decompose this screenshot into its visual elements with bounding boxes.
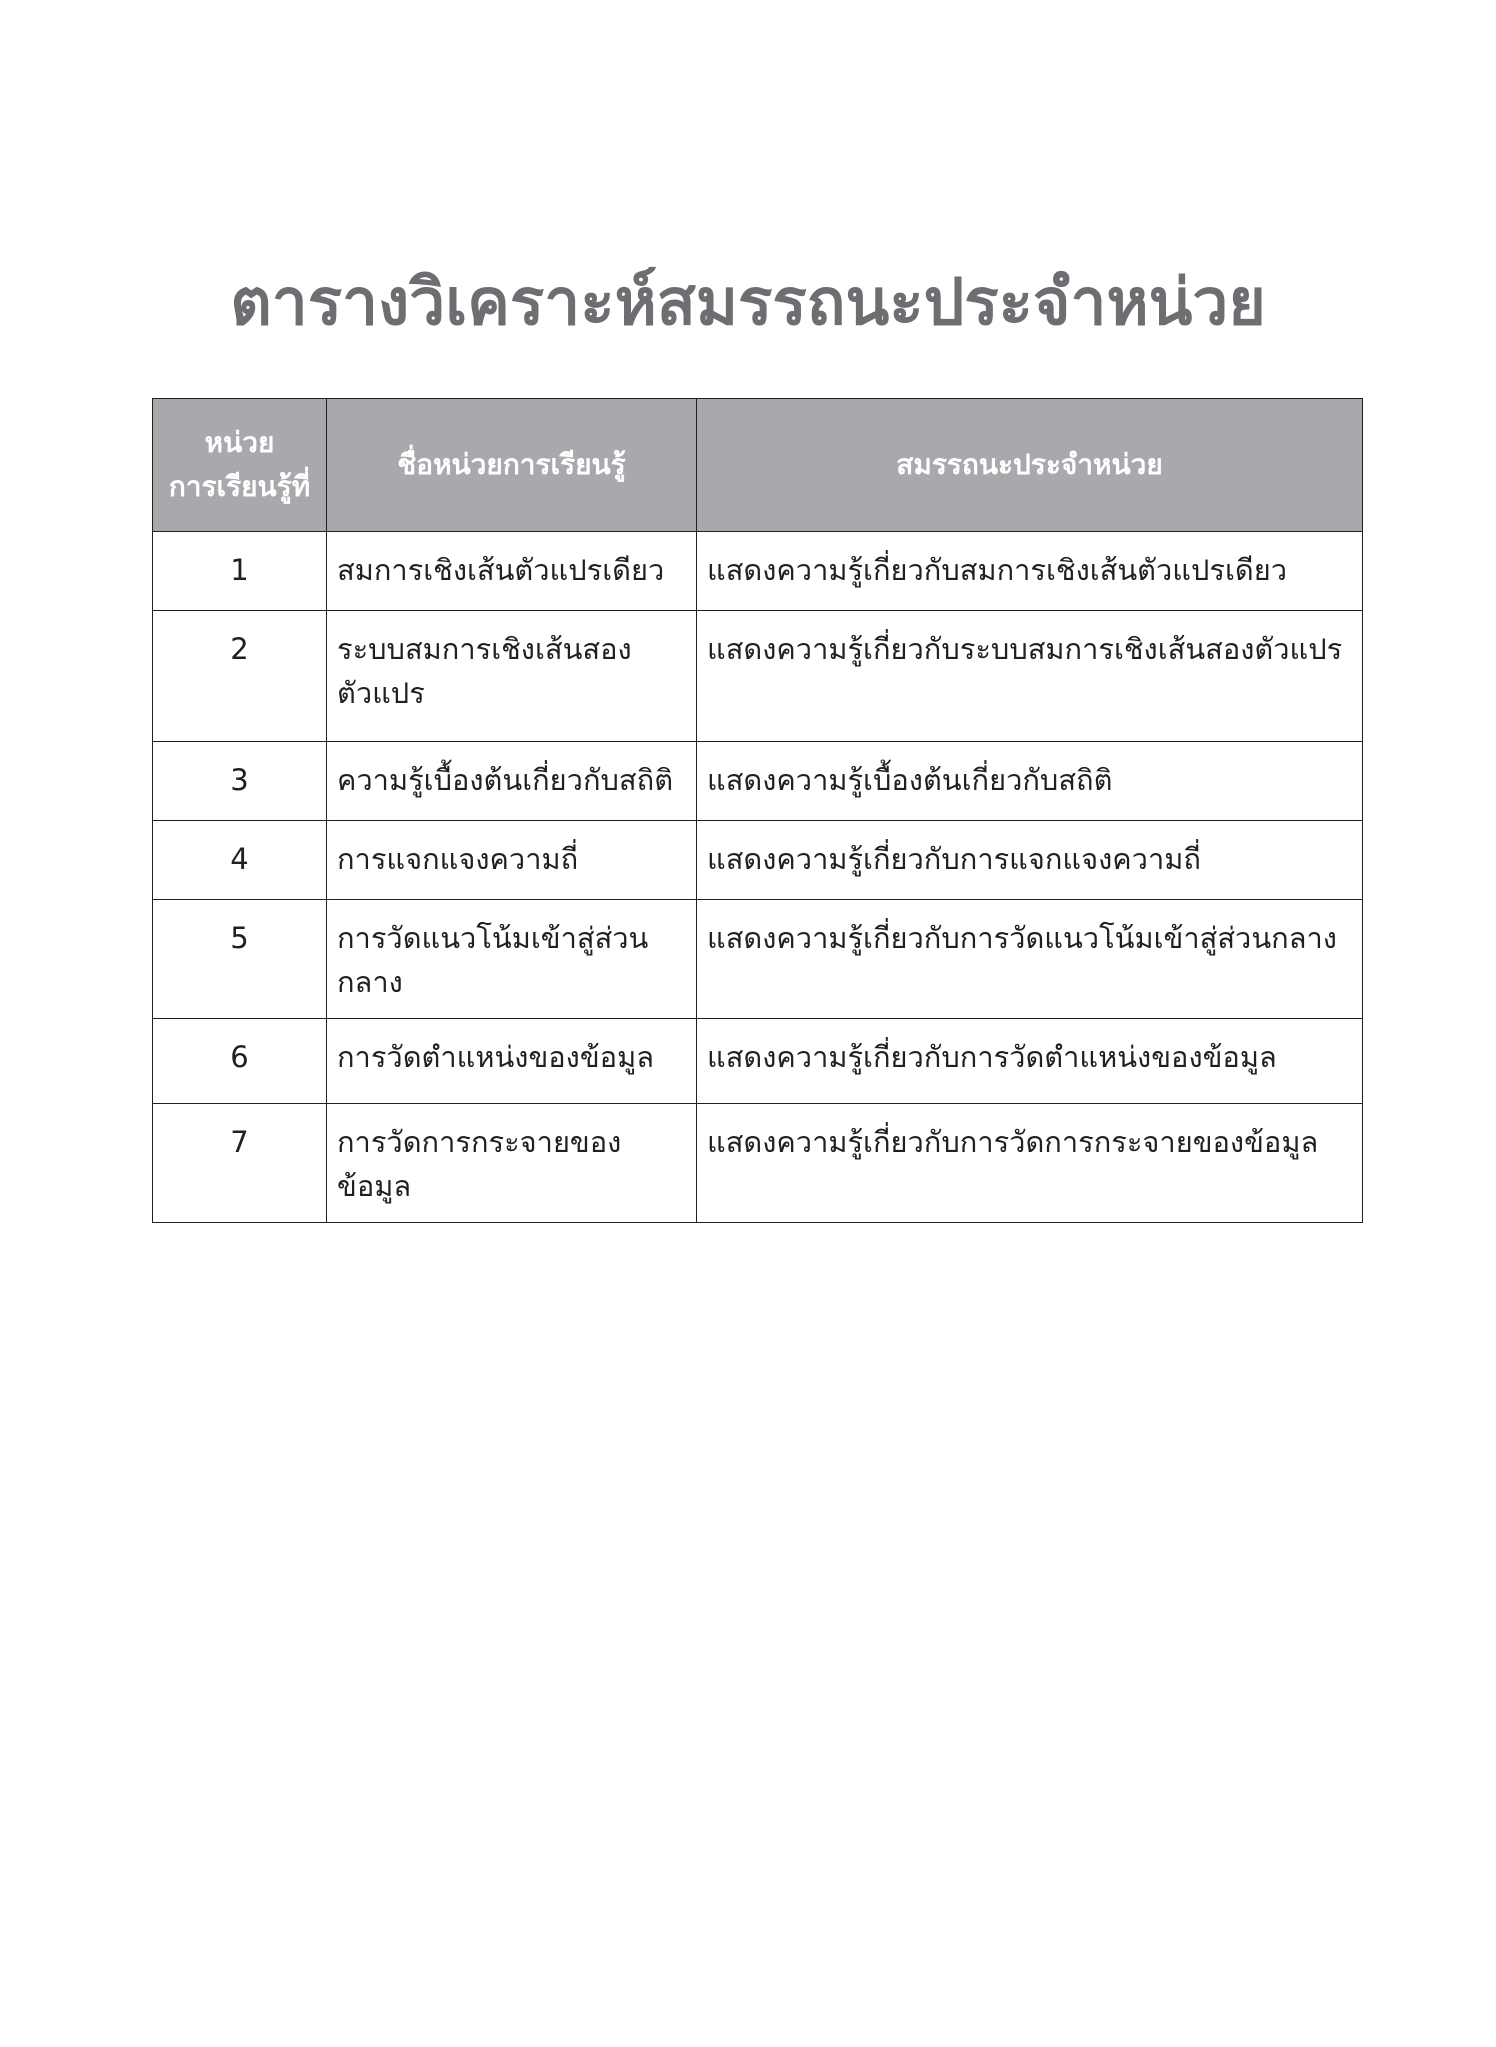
table-row <box>153 1104 1363 1223</box>
table-row <box>153 821 1363 900</box>
table-row <box>153 1019 1363 1104</box>
unit-number-cell: 3 <box>153 742 327 821</box>
competency-table <box>152 398 1363 1223</box>
competency-cell: แสดงความรู้เกี่ยวกับสมการเชิงเส้นตัวแปรเดียว <box>697 532 1363 611</box>
unit-name-cell: ความรู้เบื้องต้นเกี่ยวกับสถิติ <box>327 742 697 821</box>
unit-name-cell: การแจกแจงความถี่ <box>327 821 697 900</box>
competency-cell: แสดงความรู้เกี่ยวกับการแจกแจงความถี่ <box>697 821 1363 900</box>
competency-cell: แสดงความรู้เกี่ยวกับการวัดการกระจายของข้อมูล <box>697 1104 1363 1223</box>
header-unit-number-line2: การเรียนรู้ที่ <box>168 470 311 503</box>
table-row <box>153 900 1363 1019</box>
unit-name-cell: ระบบสมการเชิงเส้นสองตัวแปร <box>327 611 697 742</box>
competency-cell: แสดงความรู้เบื้องต้นเกี่ยวกับสถิติ <box>697 742 1363 821</box>
header-unit-name: ชื่อหน่วยการเรียนรู้ <box>327 399 697 532</box>
header-unit-number-line1: หน่วย <box>204 426 275 459</box>
unit-number-cell: 7 <box>153 1104 327 1223</box>
table-header-row <box>153 399 1363 532</box>
unit-number-cell: 2 <box>153 611 327 742</box>
unit-name-cell: การวัดตำแหน่งของข้อมูล <box>327 1019 697 1104</box>
unit-name-cell: การวัดแนวโน้มเข้าสู่ส่วนกลาง <box>327 900 697 1019</box>
unit-number-cell: 6 <box>153 1019 327 1104</box>
table-row <box>153 611 1363 742</box>
competency-cell: แสดงความรู้เกี่ยวกับการวัดตำแหน่งของข้อมูล <box>697 1019 1363 1104</box>
table-row <box>153 532 1363 611</box>
competency-cell: แสดงความรู้เกี่ยวกับระบบสมการเชิงเส้นสองตัวแปร <box>697 611 1363 742</box>
unit-name-cell: สมการเชิงเส้นตัวแปรเดียว <box>327 532 697 611</box>
page-title: ตารางวิเคราะห์สมรรถนะประจำหน่วย <box>230 266 1266 340</box>
competency-cell: แสดงความรู้เกี่ยวกับการวัดแนวโน้มเข้าสู่ส่วนกลาง <box>697 900 1363 1019</box>
unit-number-cell: 1 <box>153 532 327 611</box>
unit-number-cell: 5 <box>153 900 327 1019</box>
header-unit-number <box>153 399 327 532</box>
unit-name-cell: การวัดการกระจายของข้อมูล <box>327 1104 697 1223</box>
table-row <box>153 742 1363 821</box>
unit-number-cell: 4 <box>153 821 327 900</box>
header-competency: สมรรถนะประจำหน่วย <box>697 399 1363 532</box>
